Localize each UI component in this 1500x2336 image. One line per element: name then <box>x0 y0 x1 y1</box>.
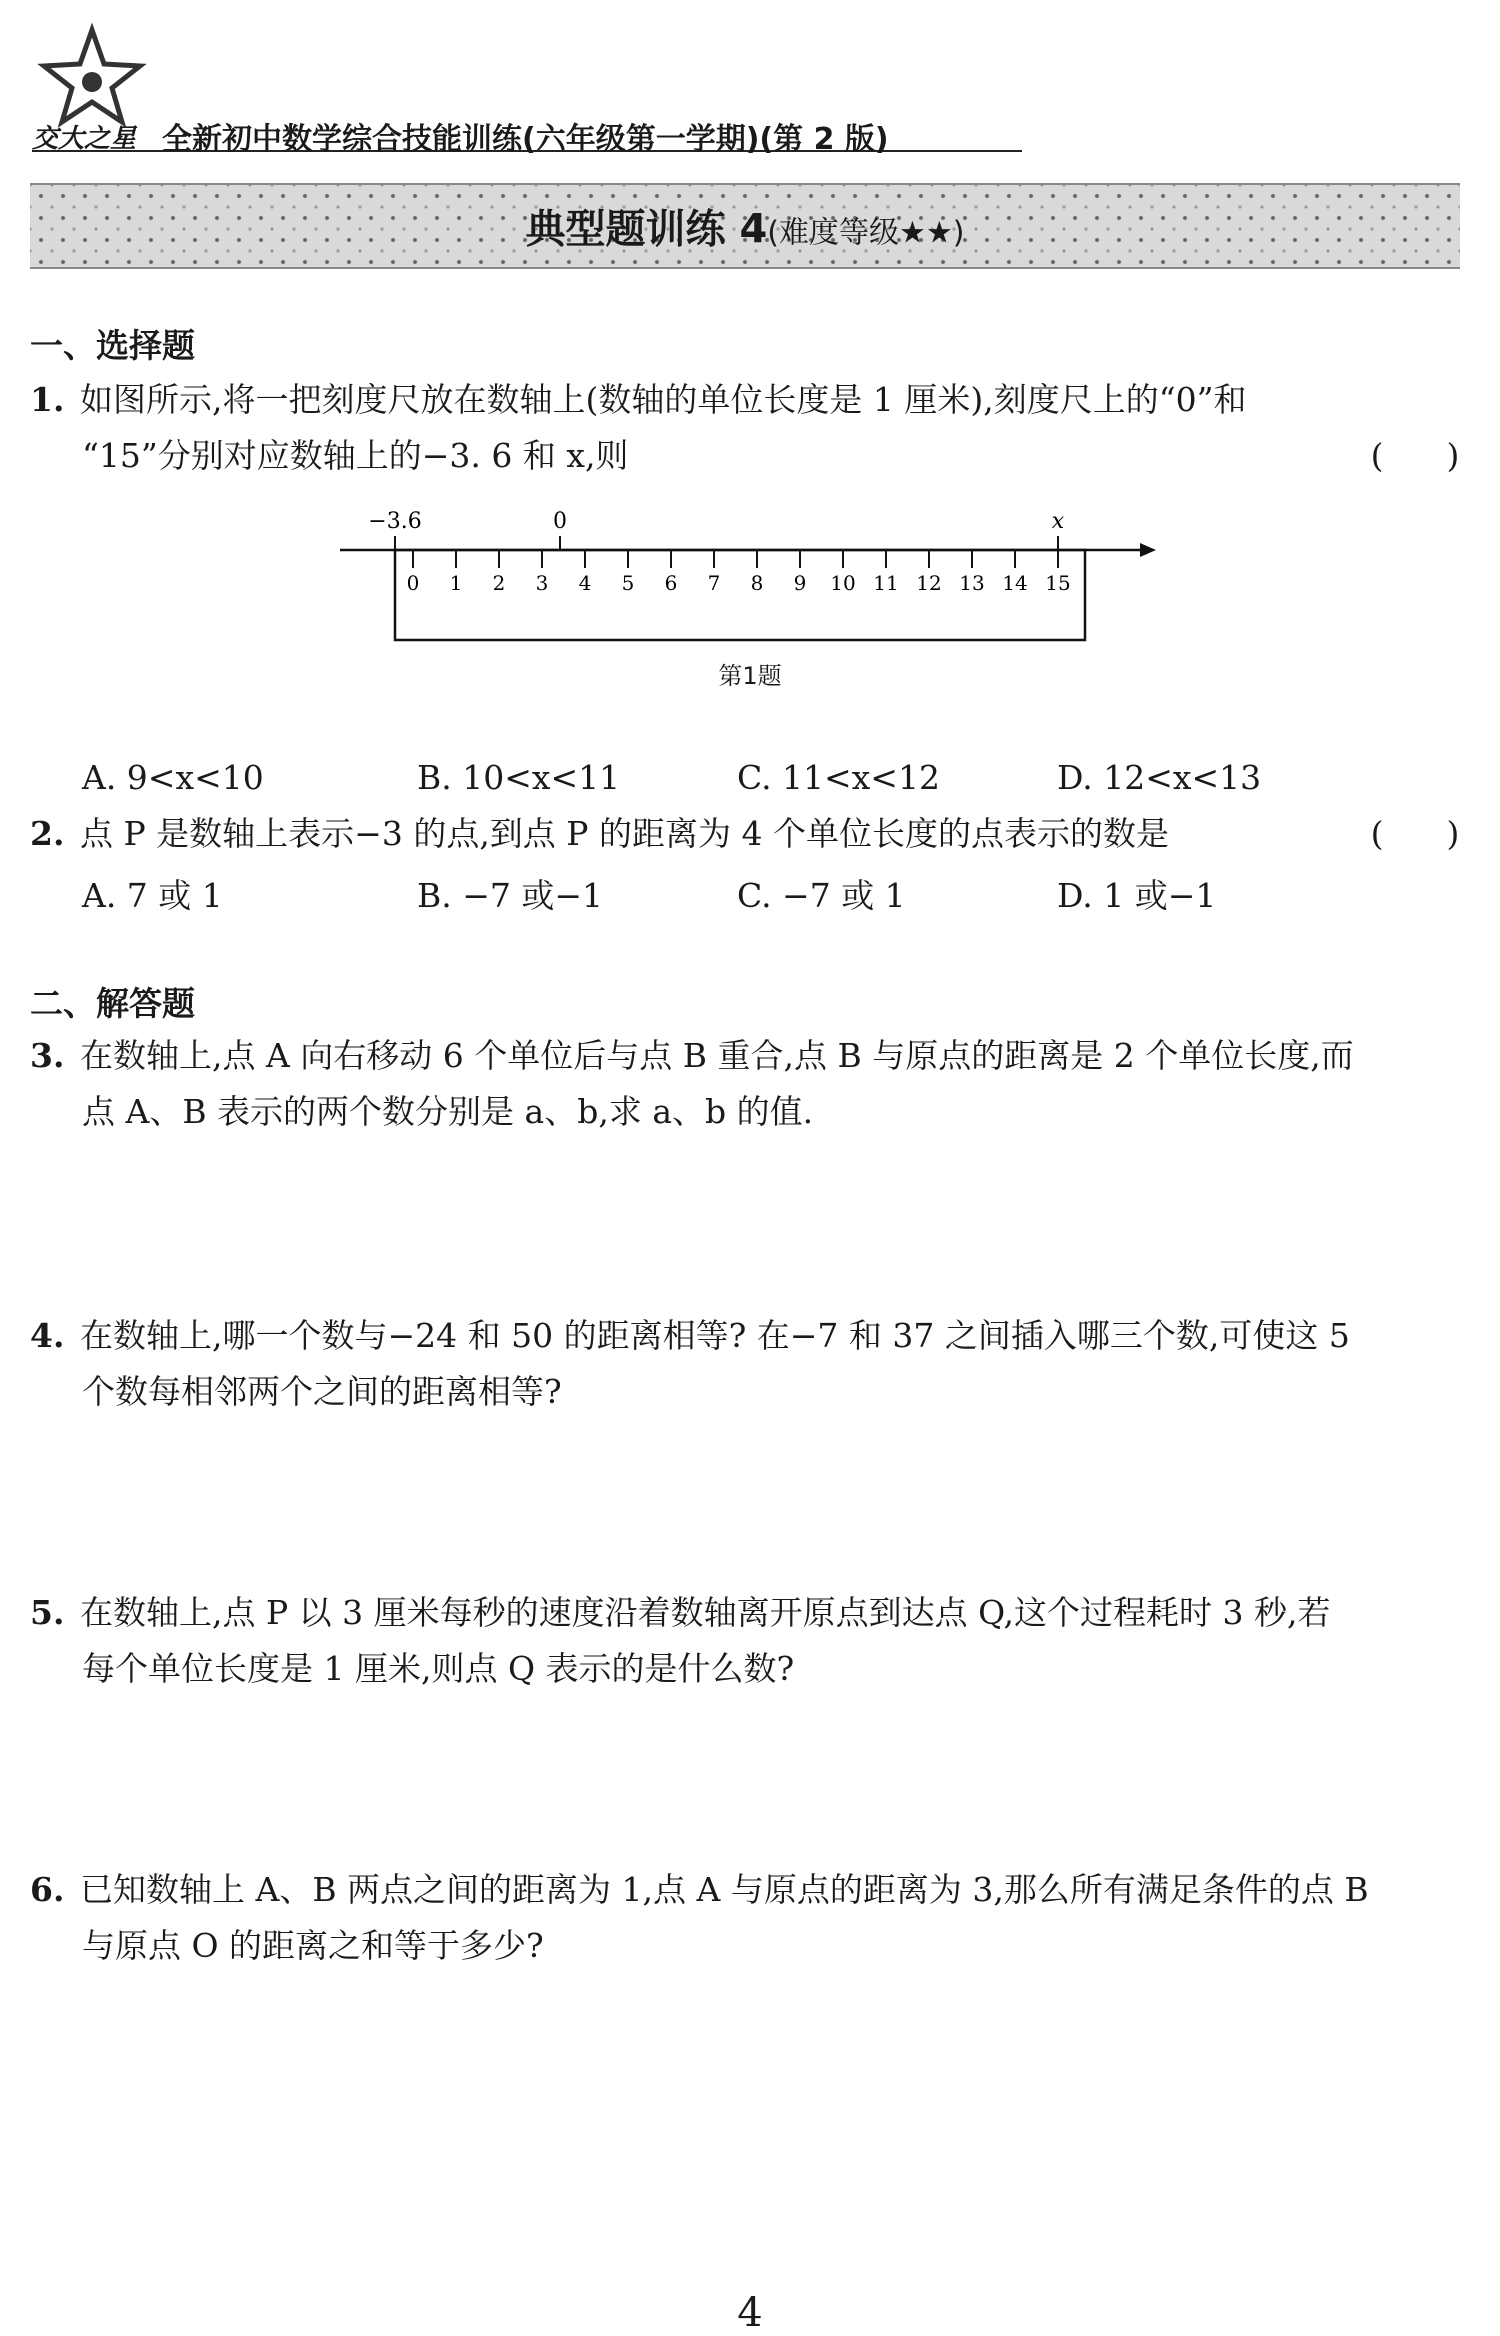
question-number: 6. <box>30 1870 65 1909</box>
question-text: 已知数轴上 A、B 两点之间的距离为 1,点 A 与原点的距离为 3,那么所有满足条件的点 B <box>80 1870 1369 1909</box>
question-3 <box>30 1028 1470 1140</box>
logo-text: 交大之星 <box>32 124 137 154</box>
option-b: B. 10<x<11 <box>417 758 621 797</box>
ruler-tick-label-14: 14 <box>1002 571 1028 595</box>
ruler-tick-label-6: 6 <box>664 571 678 595</box>
question-text: 在数轴上,点 A 向右移动 6 个单位后与点 B 重合,点 B 与原点的距离是 2 个单位长度,而 <box>80 1036 1354 1075</box>
question-text: 个数每相邻两个之间的距离相等? <box>82 1372 562 1411</box>
option-a: A. 9<x<10 <box>82 758 264 797</box>
ruler-tick-label-10: 10 <box>830 571 856 595</box>
difficulty-label: (难度等级★★) <box>767 215 965 251</box>
question-5 <box>30 1585 1470 1697</box>
ruler-tick-label-13: 13 <box>959 571 985 595</box>
option-b: B. −7 或−1 <box>417 876 604 915</box>
ruler-tick-label-15: 15 <box>1045 571 1071 595</box>
question-text: 每个单位长度是 1 厘米,则点 Q 表示的是什么数? <box>82 1649 795 1688</box>
question-2 <box>30 806 1470 862</box>
question-number: 5. <box>30 1593 65 1632</box>
banner-title-wrap <box>526 198 965 255</box>
question-text: 点 A、B 表示的两个数分别是 a、b,求 a、b 的值. <box>82 1092 814 1131</box>
banner-title: 典型题训练 4 <box>525 206 768 253</box>
question-4 <box>30 1308 1470 1420</box>
question-number: 4. <box>30 1316 65 1355</box>
section-choice-heading: 一、选择题 <box>30 326 195 365</box>
question-number: 2. <box>30 814 65 853</box>
exercise-banner <box>30 183 1460 269</box>
ruler-tick-label-7: 7 <box>707 571 721 595</box>
question-text: 点 P 是数轴上表示−3 的点,到点 P 的距离为 4 个单位长度的点表示的数是 <box>80 814 1169 853</box>
ruler-tick-label-2: 2 <box>492 571 506 595</box>
ruler-tick-label-3: 3 <box>535 571 549 595</box>
page-header <box>32 22 1022 157</box>
figure-caption: 第1题 <box>718 662 782 690</box>
book-title: 全新初中数学综合技能训练(六年级第一学期)(第 2 版) <box>162 122 889 157</box>
option-c: C. 11<x<12 <box>737 758 940 797</box>
question-text: 如图所示,将一把刻度尺放在数轴上(数轴的单位长度是 1 厘米),刻度尺上的“0”和 <box>80 380 1247 419</box>
ruler-tick-label-0: 0 <box>406 571 420 595</box>
ruler-tick-label-8: 8 <box>750 571 764 595</box>
option-a: A. 7 或 1 <box>82 876 223 915</box>
section-answer-heading: 二、解答题 <box>30 984 195 1023</box>
ruler-tick-label-5: 5 <box>621 571 635 595</box>
question-number: 1. <box>30 380 65 419</box>
ruler-tick-label-12: 12 <box>916 571 942 595</box>
axis-label-minus-3-6: −3.6 <box>368 509 422 534</box>
answer-paren: ( ) <box>1370 436 1460 475</box>
page-number: 4 <box>737 2290 763 2336</box>
axis-label-x: x <box>1051 509 1065 534</box>
axis-arrow-icon <box>1140 543 1156 557</box>
option-c: C. −7 或 1 <box>737 876 906 915</box>
option-d: D. 1 或−1 <box>1057 876 1217 915</box>
ruler-tick-label-4: 4 <box>578 571 592 595</box>
question-text: 在数轴上,哪一个数与−24 和 50 的距离相等? 在−7 和 37 之间插入哪三个数,可使这 5 <box>80 1316 1350 1355</box>
ruler-tick-label-9: 9 <box>793 571 807 595</box>
question-text: 在数轴上,点 P 以 3 厘米每秒的速度沿着数轴离开原点到达点 Q,这个过程耗时 3 秒,若 <box>80 1593 1331 1632</box>
question-text: “15”分别对应数轴上的−3. 6 和 x,则 <box>82 436 629 475</box>
option-d: D. 12<x<13 <box>1057 758 1262 797</box>
answer-paren: ( ) <box>1370 814 1460 853</box>
question-number: 3. <box>30 1036 65 1075</box>
question-1 <box>30 372 1470 484</box>
question-text: 与原点 O 的距离之和等于多少? <box>82 1926 544 1965</box>
question-6 <box>30 1862 1470 1974</box>
axis-label-zero: 0 <box>553 509 567 534</box>
ruler-tick-label-1: 1 <box>449 571 463 595</box>
ruler-tick-label-11: 11 <box>873 571 899 595</box>
